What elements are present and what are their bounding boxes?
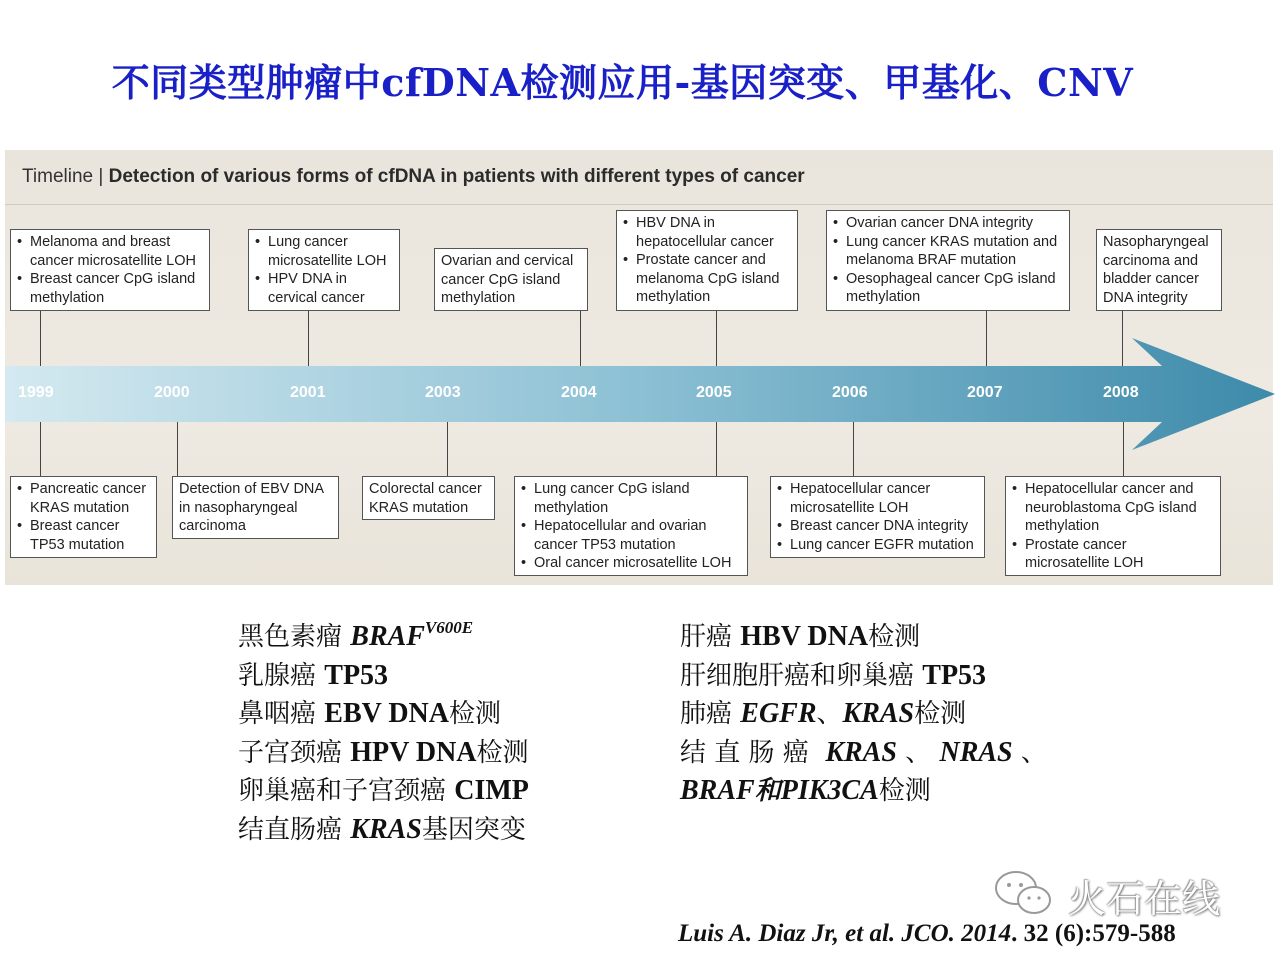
citation-year: . 2014 [948, 920, 1012, 947]
year-label: 2000 [154, 384, 190, 401]
connector-top-2008 [1122, 311, 1123, 366]
event-item: Ovarian and cervical cancer CpG island methylation [441, 253, 574, 306]
year-label: 2007 [967, 384, 1003, 401]
event-box-bottom-2006 [770, 476, 985, 558]
summary-left [238, 618, 529, 849]
event-item: • Breast cancer CpG island methylation [17, 270, 203, 307]
summary-right [680, 618, 1047, 811]
citation-authors: Luis A. Diaz Jr, et al. JCO [678, 920, 949, 947]
slide-title: 不同类型肿瘤中cfDNA检测应用-基因突变、甲基化、CNV [111, 60, 1134, 105]
year-label: 1999 [18, 384, 54, 401]
summary-line: 结直肠癌 KRAS基因突变 [238, 813, 526, 845]
event-item: • Lung cancer KRAS mutation and melanoma BRAF mutation [833, 233, 1063, 270]
event-box-top-2005 [616, 210, 798, 311]
year-label: 2004 [561, 384, 597, 401]
event-item: • Hepatocellular cancer and neuroblastoma CpG island methylation [1012, 480, 1214, 536]
event-box-bottom-1999 [10, 476, 157, 558]
event-item: • Lung cancer EGFR mutation [777, 536, 978, 555]
event-box-top-2001 [248, 229, 400, 311]
summary-line: BRAF和PIK3CA检测 [680, 775, 931, 806]
timeline-title: Detection of various forms of cfDNA in patients with different types of cancer [108, 166, 805, 187]
timeline-label: Timeline [22, 166, 94, 187]
connector-bottom-2008 [1123, 422, 1124, 476]
event-box-top-2008 [1096, 229, 1222, 311]
event-item: • Melanoma and breast cancer microsatellite LOH [17, 233, 203, 270]
year-label: 2006 [832, 384, 868, 401]
connector-top-1999 [40, 311, 41, 366]
event-item: • HPV DNA in cervical cancer [255, 270, 393, 307]
event-item: • Prostate cancer microsatellite LOH [1012, 536, 1214, 573]
summary-line: 肝细胞肝癌和卵巢癌 TP53 [680, 659, 987, 691]
wechat-icon [990, 866, 1060, 922]
event-item: • Hepatocellular cancer microsatellite LOH [777, 480, 978, 517]
event-item: • Pancreatic cancer KRAS mutation [17, 480, 150, 517]
event-item: • Hepatocellular and ovarian cancer TP53 mutation [521, 517, 741, 554]
event-item: • Prostate cancer and melanoma CpG island methylation [623, 251, 791, 307]
event-box-top-2007 [826, 210, 1070, 311]
connector-bottom-2006 [853, 422, 854, 476]
year-label: 2005 [696, 384, 732, 401]
connector-top-2004 [580, 311, 581, 366]
summary-line: 肝癌 HBV DNA检测 [680, 621, 921, 652]
year-label: 2003 [425, 384, 461, 401]
summary-line: 子宫颈癌 HPV DNA检测 [238, 736, 529, 768]
event-box-top-2004 [434, 248, 588, 311]
year-label: 2001 [290, 384, 326, 401]
event-item: • Breast cancer DNA integrity [777, 517, 978, 536]
citation-volume: . 32 (6):579-588 [1011, 920, 1176, 947]
connector-bottom-2000 [177, 422, 178, 476]
connector-bottom-2005 [716, 422, 717, 476]
event-box-bottom-2008 [1005, 476, 1221, 576]
summary-line: 黑色素瘤 $BRAF^{V600E}$ [238, 618, 474, 652]
event-item: Colorectal cancer KRAS mutation [369, 481, 482, 516]
event-item: • Oesophageal cancer CpG island methylation [833, 270, 1063, 307]
event-item: Detection of EBV DNA in nasopharyngeal carcinoma [179, 481, 324, 534]
timeline-separator: | [98, 166, 104, 187]
summary-line: 乳腺癌 TP53 [238, 659, 389, 691]
summary-line: 肺癌 EGFR、KRAS检测 [680, 698, 967, 729]
event-item: • Breast cancer TP53 mutation [17, 517, 150, 554]
event-box-bottom-2005 [514, 476, 748, 576]
citation [678, 920, 1176, 948]
event-item: • Lung cancer CpG island methylation [521, 480, 741, 517]
event-box-bottom-2003 [362, 476, 495, 520]
connector-bottom-2003 [447, 422, 448, 476]
summary-line: 卵巢癌和子宫颈癌 CIMP [238, 775, 529, 806]
summary-line: 结 直 肠 癌 KRAS 、 NRAS 、 [680, 736, 1047, 768]
year-label: 2008 [1103, 384, 1139, 401]
watermark-text: 火石在线 [1068, 877, 1221, 921]
event-box-bottom-2000 [172, 476, 339, 539]
event-box-top-1999 [10, 229, 210, 311]
timeline-arrow-shape [5, 338, 1275, 450]
connector-top-2005 [716, 311, 717, 366]
event-item: • Lung cancer microsatellite LOH [255, 233, 393, 270]
event-item: • Oral cancer microsatellite LOH [521, 554, 741, 573]
event-item: • HBV DNA in hepatocellular cancer [623, 214, 791, 251]
connector-top-2007 [986, 311, 987, 366]
connector-top-2001 [308, 311, 309, 366]
summary-line: 鼻咽癌 EBV DNA检测 [238, 698, 502, 729]
event-item: • Ovarian cancer DNA integrity [833, 214, 1063, 233]
connector-bottom-1999 [40, 422, 41, 476]
event-item: Nasopharyngeal carcinoma and bladder cancer DNA integrity [1103, 234, 1209, 306]
